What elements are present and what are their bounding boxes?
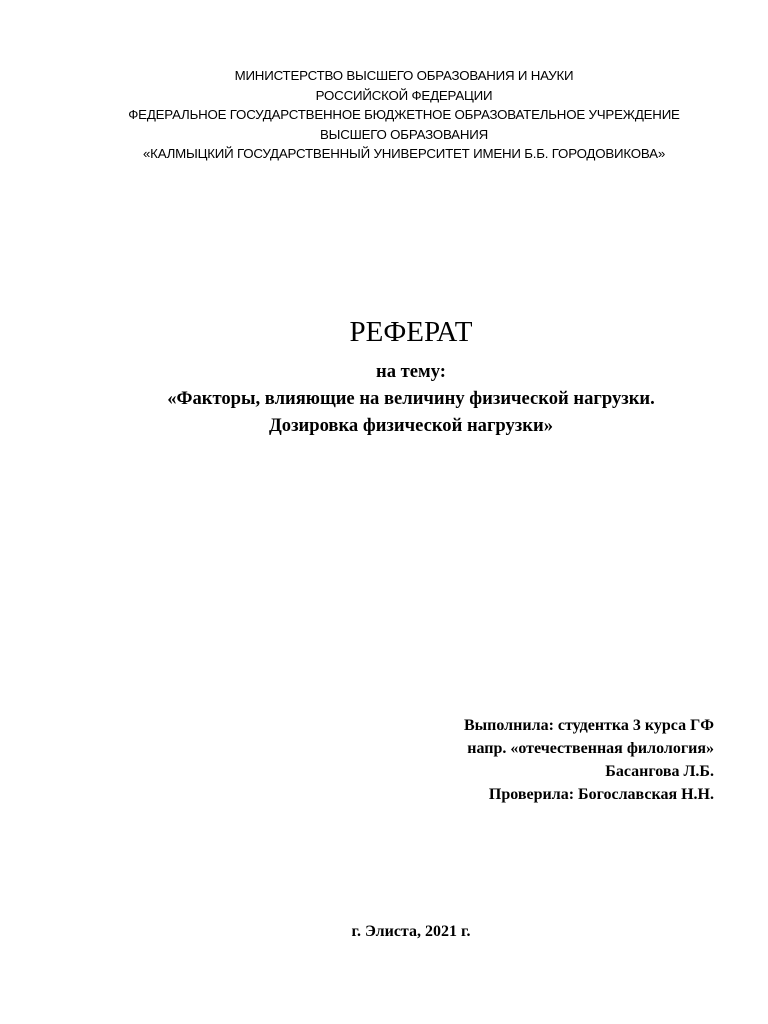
institution-header — [0, 66, 768, 164]
header-line-ministry: МИНИСТЕРСТВО ВЫСШЕГО ОБРАЗОВАНИЯ И НАУКИ — [234, 68, 574, 83]
performed-by: Выполнила: студентка 3 курса ГФ — [464, 717, 714, 734]
city-year: г. Элиста, 2021 г. — [351, 923, 471, 940]
document-title: РЕФЕРАТ — [349, 316, 473, 348]
checked-by: Проверила: Богославская Н.Н. — [488, 786, 714, 803]
author-name: Басангова Л.Б. — [605, 763, 714, 780]
study-direction: напр. «отечественная филология» — [467, 740, 714, 757]
topic-line-2: Дозировка физической нагрузки» — [268, 415, 554, 436]
header-line-university-name: «КАЛМЫЦКИЙ ГОСУДАРСТВЕННЫЙ УНИВЕРСИТЕТ ИМЕНИ Б.Б. ГОРОДОВИКОВА» — [142, 146, 666, 161]
header-line-federation: РОССИЙСКОЙ ФЕДЕРАЦИИ — [315, 87, 493, 103]
author-block — [464, 714, 714, 806]
document-topic — [0, 358, 768, 439]
topic-line-1: «Факторы, влияющие на величину физической нагрузки. — [167, 388, 655, 409]
header-line-institution-type: ФЕДЕРАЛЬНОЕ ГОСУДАРСТВЕННОЕ БЮДЖЕТНОЕ ОБРАЗОВАТЕЛЬНОЕ УЧРЕЖДЕНИЕ — [128, 107, 680, 122]
topic-intro: на тему: — [376, 361, 446, 382]
header-line-higher-education: ВЫСШЕГО ОБРАЗОВАНИЯ — [319, 126, 489, 142]
